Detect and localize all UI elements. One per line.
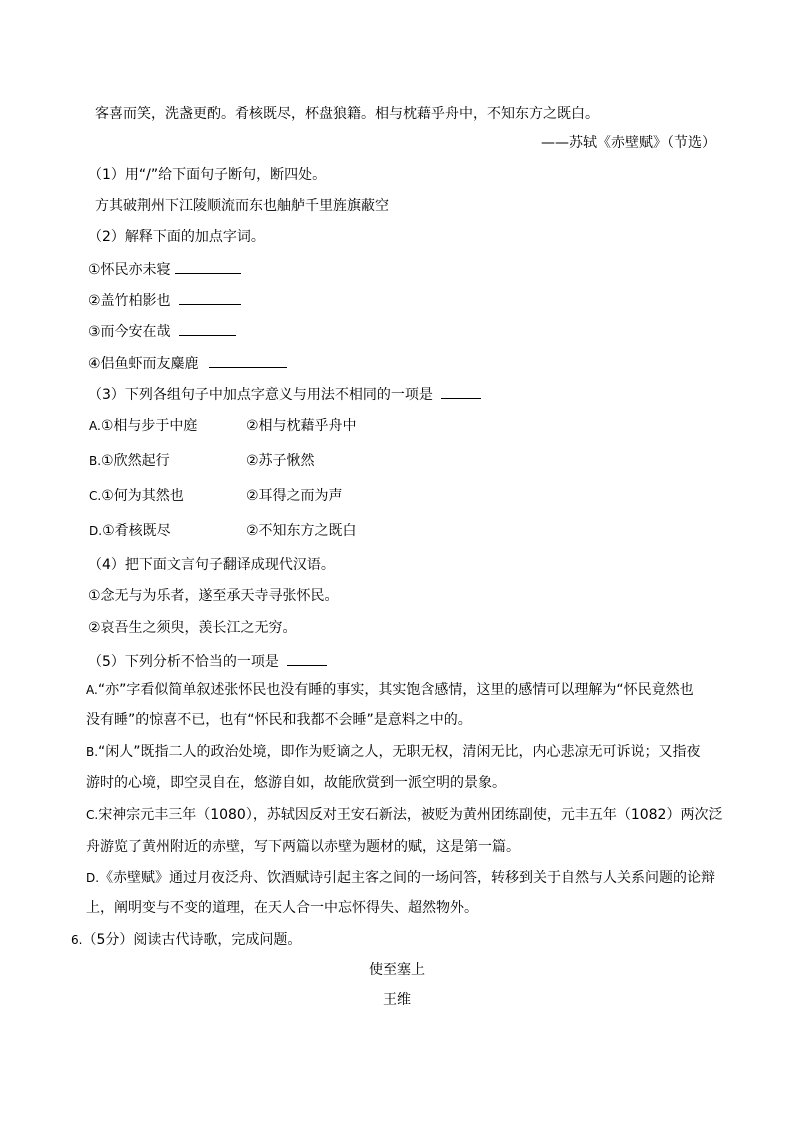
option-label: C. bbox=[89, 489, 102, 503]
poem-title: 使至塞上 bbox=[369, 962, 425, 978]
option-text: “亦”字看似简单叙述张怀民也没有睡的事实，其实饱含感情，这里的感情可以理解为“怀民竟然也 bbox=[97, 682, 694, 698]
q2-prompt: （2）解释下面的加点字词。 bbox=[88, 229, 265, 245]
q2-item-text: ②盖竹柏影也 bbox=[88, 293, 171, 309]
option-text: 舟游览了黄州附近的赤壁，写下两篇以赤壁为题材的赋，这是第一篇。 bbox=[86, 839, 520, 855]
option-first: ①何为其然也 bbox=[101, 488, 184, 504]
option-first: ①欣然起行 bbox=[101, 453, 170, 469]
q6-prompt: （5分）阅读古代诗歌，完成问题。 bbox=[82, 932, 302, 948]
answer-blank[interactable] bbox=[179, 290, 241, 305]
option-second: ②耳得之而为声 bbox=[246, 488, 343, 504]
option-first: ①肴核既尽 bbox=[102, 523, 171, 539]
option-label: A. bbox=[89, 419, 101, 433]
q2-item bbox=[88, 353, 287, 373]
answer-blank[interactable] bbox=[175, 259, 241, 274]
q5-option-c bbox=[86, 806, 722, 824]
attribution: ——苏轼《赤壁赋》（节选） bbox=[541, 135, 716, 151]
q5-option-b bbox=[86, 743, 701, 761]
q5-option-a bbox=[86, 681, 694, 699]
answer-blank[interactable] bbox=[287, 651, 327, 666]
q3-option-b bbox=[89, 452, 170, 470]
q2-item bbox=[88, 290, 241, 310]
q4-item: ①念无与为乐者，遂至承天寺寻张怀民。 bbox=[88, 588, 339, 604]
option-label: B. bbox=[89, 454, 102, 468]
option-second: ②相与枕藉乎舟中 bbox=[246, 418, 357, 434]
passage-line: 客喜而笑，洗盏更酌。肴核既尽，杯盘狼籍。相与枕藉乎舟中，不知东方之既白。 bbox=[95, 106, 599, 122]
option-label: D. bbox=[89, 524, 103, 538]
q3-option-a bbox=[89, 417, 197, 435]
q3-option-d bbox=[89, 522, 171, 540]
q2-item-text: ④侣鱼虾而友麋鹿 bbox=[88, 356, 199, 372]
q3-prompt-text: （3）下列各组句子中加点字意义与用法不相同的一项是 bbox=[88, 387, 433, 403]
q2-item bbox=[88, 321, 236, 341]
question-number: 6. bbox=[71, 933, 83, 947]
q4-prompt: （4）把下面文言句子翻译成现代汉语。 bbox=[88, 557, 335, 573]
q5-option-d bbox=[86, 869, 715, 887]
option-label: D. bbox=[86, 871, 100, 885]
q1-prompt: （1）用“/”给下面句子断句，断四处。 bbox=[88, 167, 327, 183]
option-label: B. bbox=[86, 745, 99, 759]
q3-option-c bbox=[89, 487, 184, 505]
option-label: C. bbox=[86, 808, 99, 822]
q6-heading bbox=[71, 931, 301, 949]
q1-sentence: 方其破荆州下江陵顺流而东也舳舻千里旌旗蔽空 bbox=[95, 198, 389, 214]
option-second: ②苏子愀然 bbox=[246, 453, 315, 469]
option-label: A. bbox=[86, 683, 98, 697]
option-first: ①相与步于中庭 bbox=[100, 418, 198, 434]
option-text: 上，阐明变与不变的道理，在天人合一中忘怀得失、超然物外。 bbox=[86, 900, 478, 916]
option-text: 《赤壁赋》通过月夜泛舟、饮酒赋诗引起主客之间的一场问答，转移到关于自然与人关系问题的论辩 bbox=[99, 870, 716, 886]
option-second: ②不知东方之既白 bbox=[246, 523, 357, 539]
option-text: 游时的心境，即空灵自在，悠游自如，故能欣赏到一派空明的景象。 bbox=[86, 775, 506, 791]
option-text: 没有睡”的惊喜不已，也有“怀民和我都不会睡”是意料之中的。 bbox=[86, 712, 472, 728]
poem-author: 王维 bbox=[383, 992, 411, 1008]
q3-prompt bbox=[88, 384, 481, 404]
q5-prompt bbox=[88, 651, 327, 671]
q4-item: ②哀吾生之须臾，羡长江之无穷。 bbox=[88, 620, 297, 636]
answer-blank[interactable] bbox=[441, 384, 481, 399]
option-text: 宋神宗元丰三年（1080），苏轼因反对王安石新法，被贬为黄州团练副使，元丰五年（1082）两次泛 bbox=[98, 807, 723, 823]
answer-blank[interactable] bbox=[209, 353, 287, 368]
q2-item bbox=[88, 259, 241, 279]
q2-item-text: ①怀民亦未寝 bbox=[88, 262, 171, 278]
q2-item-text: ③而今安在哉 bbox=[88, 324, 171, 340]
q5-prompt-text: （5）下列分析不恰当的一项是 bbox=[88, 654, 279, 670]
option-text: “闲人”既指二人的政治处境，即作为贬谪之人，无职无权，清闲无比，内心悲凉无可诉说；又指夜 bbox=[98, 744, 701, 760]
answer-blank[interactable] bbox=[179, 321, 236, 336]
